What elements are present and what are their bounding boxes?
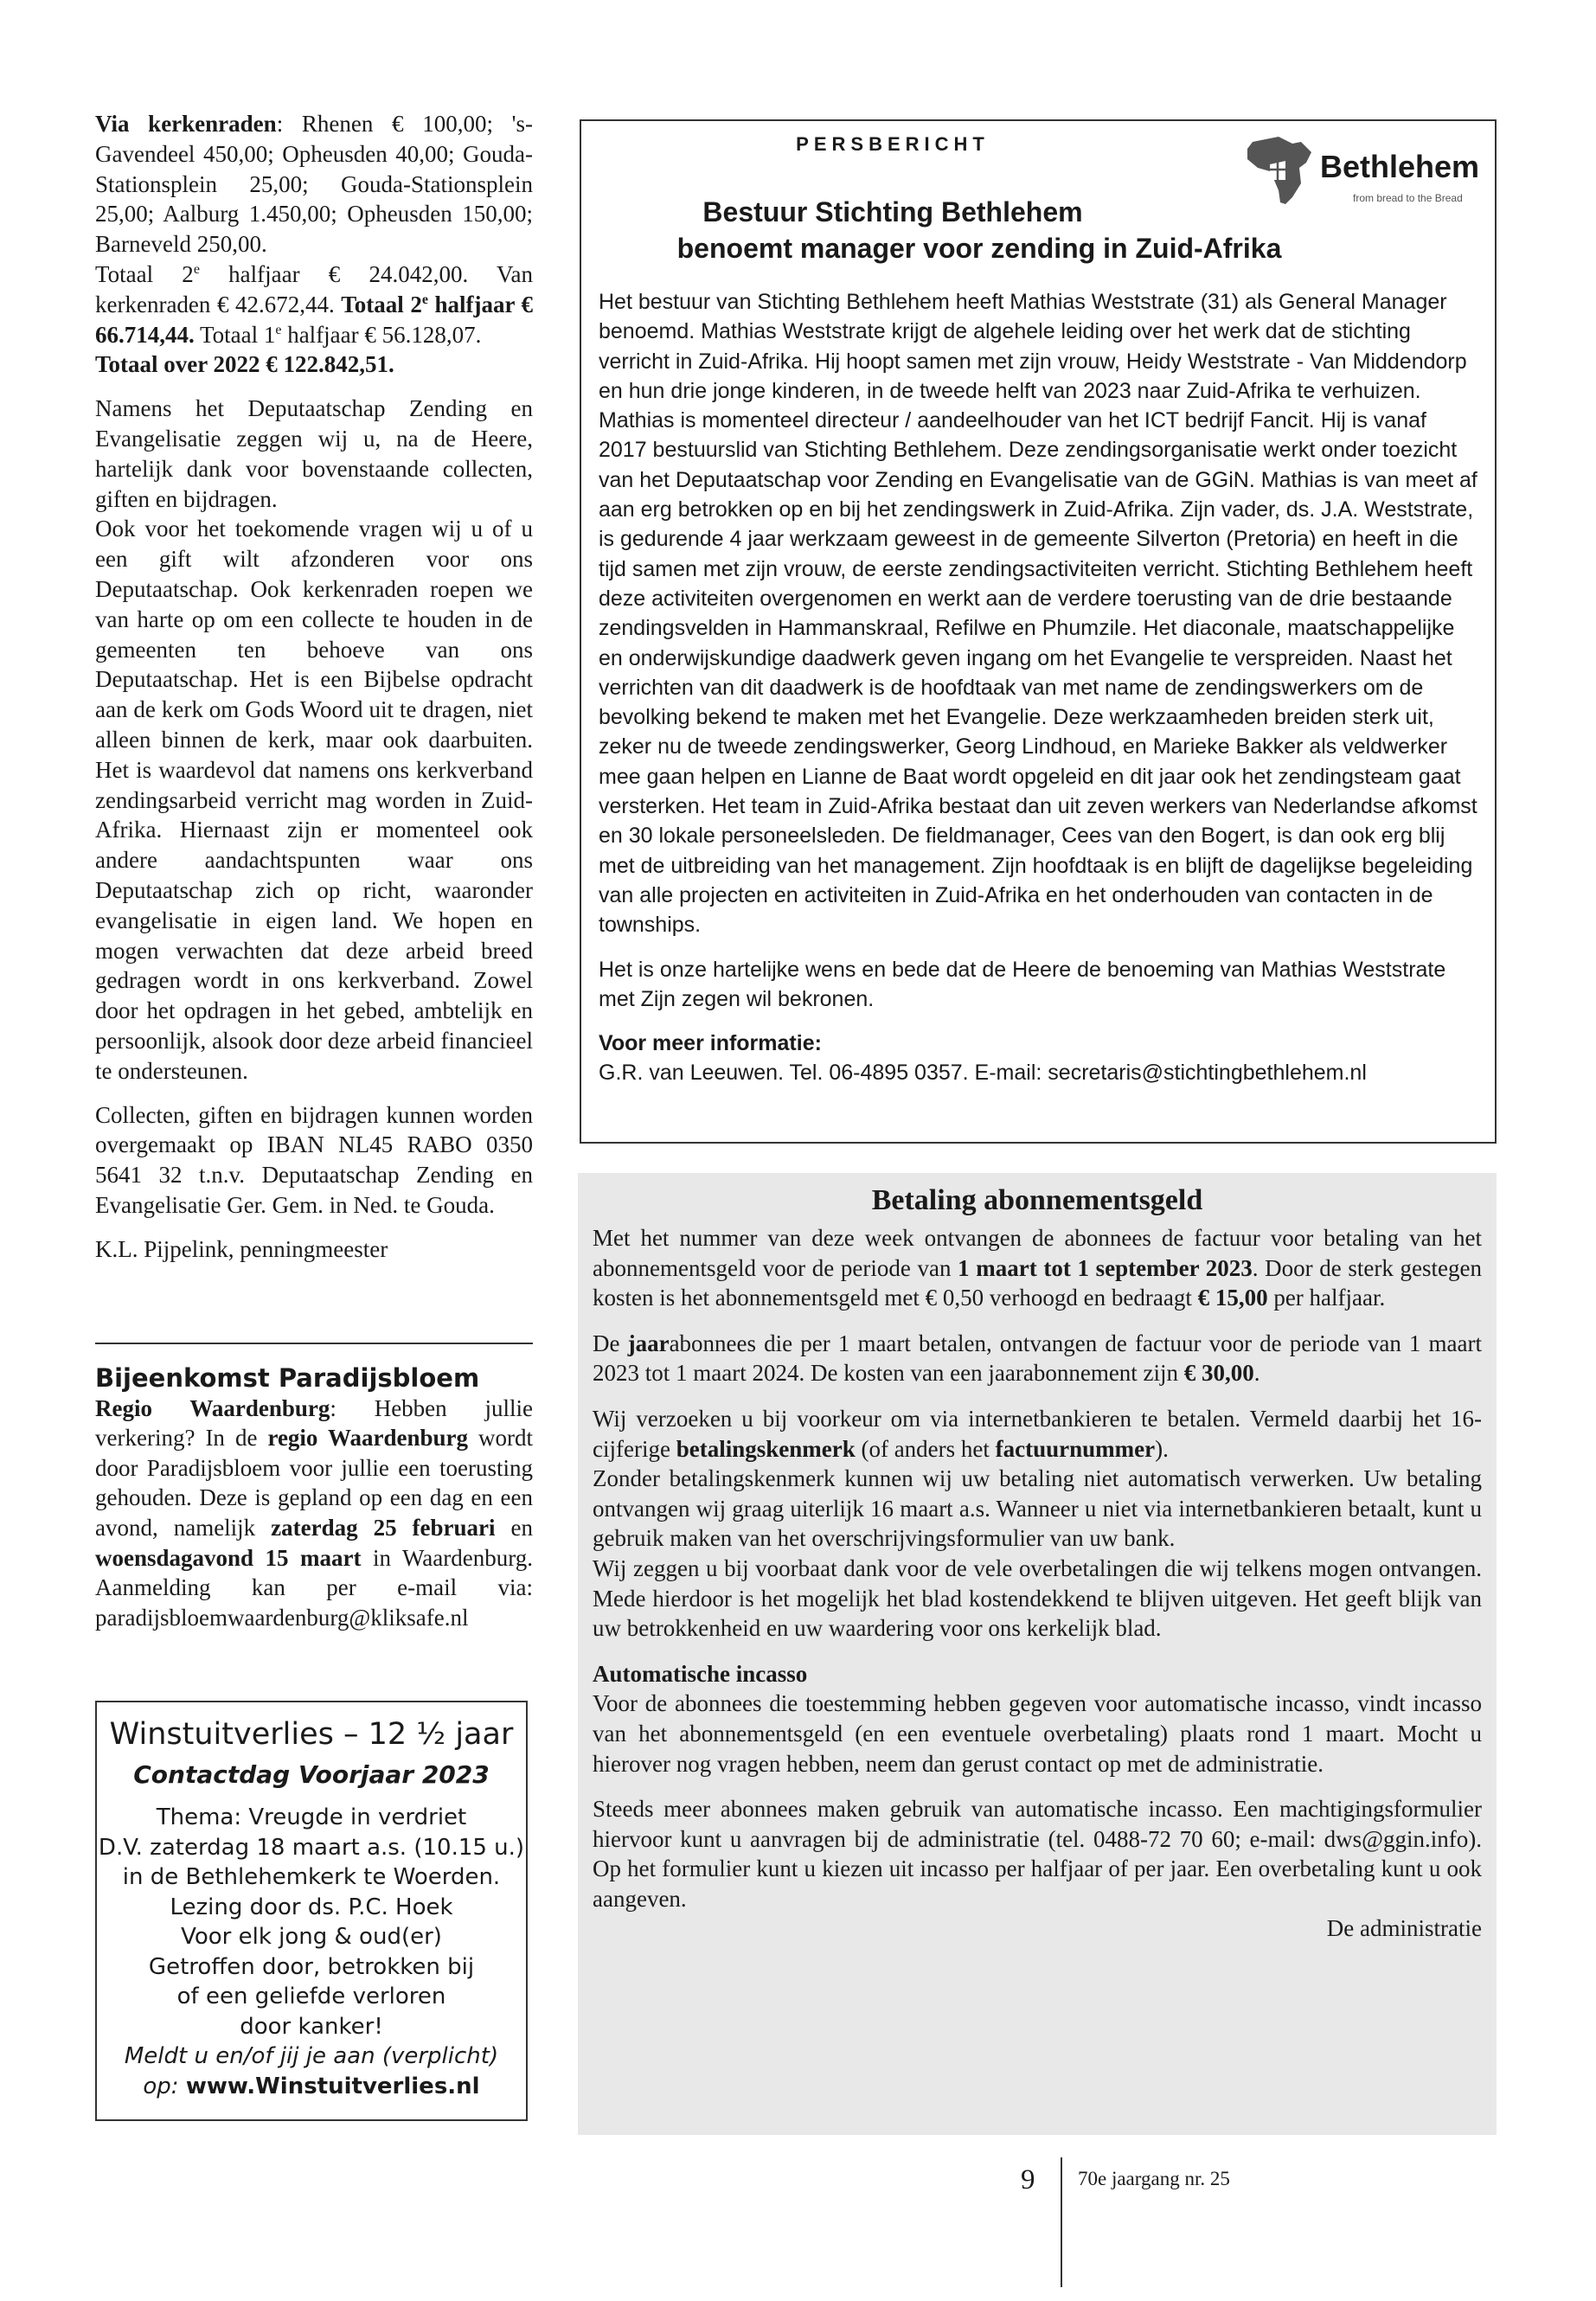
total-second-half: Totaal 2e halfjaar € 66.714,44. <box>95 291 533 348</box>
event-line: door kanker! <box>240 2013 383 2040</box>
event-line: Thema: Vreugde in verdriet <box>156 1804 467 1830</box>
bijeenkomst-section <box>95 1363 533 1632</box>
payment-paragraph: Met het nummer van deze week ontvangen de abonnees de factuur voor betaling van het abonnementsgeld voor de periode van 1 maart tot 1 september 2023. Door de sterk gestegen kosten is het abonnementsgeld met € 0,50 verhoogd en bedraagt € 15,00 per halfjaar. <box>593 1225 1482 1311</box>
incasso-title: Automatische incasso <box>593 1660 808 1687</box>
press-release-title: Bestuur Stichting Bethlehem <box>702 196 1083 228</box>
left-column <box>95 109 533 1264</box>
thanks-paragraph: Namens het Deputaatschap Zending en Evangelisatie zeggen wij u, na de Heere, hartelijk dank voor bovenstaande collecten, giften en bijdragen. <box>95 395 533 512</box>
administration-signature: De administratie <box>1326 1915 1482 1942</box>
bijeenkomst-text: Regio Waardenburg: Hebben jullie verkering? In de regio Waardenburg wordt door Paradijsbloem voor jullie een toerusting gehouden. Deze is gepland op een dag en een avond, namelijk zaterdag 25 februari en woensdagavond 15 maart in Waardenburg. Aanmelding kan per e-mail via: paradijsbloemwaardenburg@kliksafe.nl <box>95 1394 534 1631</box>
page-number: 9 <box>1021 2164 1035 2195</box>
volume-info: 70e jaargang nr. 25 <box>1078 2168 1230 2189</box>
bethlehem-logo <box>1240 133 1483 211</box>
event-line: Voor elk jong & oud(er) <box>181 1924 442 1950</box>
info-label: Voor meer informatie: <box>599 1031 822 1056</box>
registration-website-line: op: www.Winstuitverlies.nl <box>143 2073 480 2099</box>
contact-info: G.R. van Leeuwen. Tel. 06-4895 0357. E-mail: secretaris@stichtingbethlehem.nl <box>599 1061 1367 1086</box>
winstuitverlies-box <box>95 1701 528 2121</box>
thanks-paragraph: Wij zeggen u bij voorbaat dank voor de vele overbetalingen die wij telkens mogen ontvangen. Mede hierdoor is het mogelijk het blad kostendekkend te blijven uitgeven. Het geeft blijk van uw betrokkenheid en uw waardering voor ons kerkelijk blad. <box>593 1554 1482 1642</box>
treasurer-signature: K.L. Pijpelink, penningmeester <box>95 1235 388 1262</box>
press-release-paragraph: Het bestuur van Stichting Bethlehem heeft Mathias Weststrate (31) als General Manager benoemd. Mathias Weststrate krijgt de algehele leiding over het werk dat de stichting verricht in Zuid-Afrika. Hij hoopt samen met zijn vrouw, Heidy Weststrate - Van Middendorp en hun drie jonge kinderen, in de tweede helft van 2023 naar Zuid-Afrika te verhuizen. Mathias is momenteel directeur / aandeelhouder van het ICT bedrijf Fancit. Hij is vanaf 2017 bestuurslid van Stichting Bethlehem. Deze zendingsorganisatie werkt onder toezicht van het Deputaatschap voor Zending en Evangelisatie van de GGiN. Mathias is van meet af aan erg betrokken op en bij het zendingswerk in Zuid-Afrika. Zijn vader, ds. J.A. Weststrate, is gedurende 4 jaar werkzaam geweest in de gemeente Silverton (Pretoria) en heeft in die tijd samen met zijn vrouw, de eerste zendingsactiviteiten verricht. Stichting Bethlehem heeft deze activiteiten overgenomen en werkt aan de verdere toerusting van de drie bestaande zendingsvelden in Hammanskraal, Refilwe en Phumzile. Het diaconale, maatschappelijke en onderwijskundige daadwerk geven ingang om het Evangelie te verspreiden. Naast het verrichten van dit daadwerk is de hoofdtaak van met name de zendingswerkers om de bevolking bekend te maken met het Evangelie. Deze werkzaamheden breiden sterk uit, zeker nu de tweede zendingswerker, Georg Lindhoud, en Marieke Bakker als veldwerker mee gaan helpen en Lianne de Baat wordt opgeleid en dit jaar ook het zendingsteam gaat versterken. Het team in Zuid-Afrika bestaat dan uit zeven werkers van Nederlandse afkomst en 30 lokale personeelsleden. De fieldmanager, Cees van den Bogert, is dan ook erg blij met de uitbreiding van het management. Zijn hoofdtaak is en blijft de dagelijkse begeleiding van alle projecten en activiteiten in Zuid-Afrika en het onderhouden van contacten in de townships. <box>599 290 1477 938</box>
iban-paragraph: Collecten, giften en bijdragen kunnen worden overgemaakt op IBAN NL45 RABO 0350 5641 32 t.n.v. Deputaatschap Zending en Evangelisatie Ger. Gem. in Ned. te Gouda. <box>95 1101 533 1218</box>
event-line: D.V. zaterdag 18 maart a.s. (10.15 u.) <box>98 1834 525 1861</box>
winstuitverlies-subtitle: Contactdag Voorjaar 2023 <box>133 1760 490 1789</box>
reference-paragraph: Wij verzoeken u bij voorkeur om via internetbankieren te betalen. Vermeld daarbij het 16-cijferige betalingskenmerk (of anders het factuurnummer). <box>593 1405 1482 1462</box>
bijeenkomst-title: Bijeenkomst Paradijsbloem <box>95 1363 480 1393</box>
payment-title: Betaling abonnementsgeld <box>871 1184 1203 1216</box>
mandate-paragraph: Steeds meer abonnees maken gebruik van automatische incasso. Een machtigingsformulier hiervoor kunt u aanvragen bij de administratie (tel. 0488-72 70 60; e-mail: dws@ggin.info). Op het formulier kunt u kiezen uit incasso per halfjaar of per jaar. Een overbetaling kunt u ook aangeven. <box>593 1796 1482 1912</box>
kerkenraden-lead: Via kerkenraden <box>95 111 277 137</box>
event-line: of een geliefde verloren <box>176 1984 446 2009</box>
event-line: Lezing door ds. P.C. Hoek <box>170 1894 453 1920</box>
processing-paragraph: Zonder betalingskenmerk kunnen wij uw betaling niet automatisch verwerken. Uw betaling ontvangen wij graag uiterlijk 16 maart a.s. Wanneer u niet via internetbankieren betaalt, kunt u gebruik maken van het overschrijvingsformulier van uw bank. <box>593 1465 1482 1552</box>
payment-section <box>578 1173 1497 2135</box>
winstuitverlies-title: Winstuitverlies – 12 ½ jaar <box>109 1717 514 1752</box>
appeal-paragraph: Ook voor het toekomende vragen wij u of u een gift wilt afzonderen voor ons Deputaatschap. Ook kerkenraden roepen we van harte op om een collecte te houden in de gemeenten ten behoeve van ons Deputaatschap. Het is een Bijbelse opdracht aan de kerk om Gods Woord uit te dragen, niet alleen binnen de kerk, maar ook daarbuiten. Het is waardevol dat namens ons kerkverband zendingsarbeid verricht mag worden in Zuid-Afrika. Hiernaast zijn er momenteel ook andere aandachtspunten waar ons Deputaatschap zich op richt, waaronder evangelisatie in eigen land. We hopen en mogen verwachten dat deze arbeid breed gedragen wordt in ons kerkverband. Zowel door het opdragen in het gebed, ambtelijk en persoonlijk, alsook door deze arbeid financieel te ondersteunen. <box>95 516 533 1084</box>
section-divider <box>95 1343 533 1344</box>
registration-note: Meldt u en/of jij je aan (verplicht) <box>124 2043 499 2069</box>
footer-divider <box>1061 2157 1062 2287</box>
kerkenraden-paragraph: Via kerkenraden: Rhenen € 100,00; 's-Gavendeel 450,00; Opheusden 40,00; Gouda-Stationsplein 25,00; Gouda-Stationsplein 25,00; Aalburg 1.450,00; Opheusden 150,00; Barneveld 250,00. Totaal 2e halfjaar € 24.042,00. Van kerkenraden € 42.672,44. Totaal 2e halfjaar € 66.714,44. Totaal 1e halfjaar € 56.128,07. Totaal over 2022 € 122.842,51. <box>95 111 534 378</box>
press-release-box <box>580 119 1497 1144</box>
press-release-body <box>599 287 1479 1088</box>
event-line: in de Bethlehemkerk te Woerden. <box>122 1864 501 1890</box>
event-line: Getroffen door, betrokken bij <box>148 1953 475 1980</box>
africa-map-icon <box>1240 133 1318 208</box>
yearly-paragraph: De jaarabonnees die per 1 maart betalen, ontvangen de factuur voor de periode van 1 maart 2023 tot 1 maart 2024. De kosten van een jaarabonnement zijn € 30,00. <box>593 1330 1482 1387</box>
press-release-subtitle: benoemt manager voor zending in Zuid-Afrika <box>676 233 1282 264</box>
incasso-paragraph: Voor de abonnees die toestemming hebben gegeven voor automatische incasso, vindt incasso van het abonnementsgeld (en een eventuele overbetaling) plaats rond 1 maart. Mocht u hierover nog vragen hebben, neem dan gerust contact op met de administratie. <box>593 1690 1482 1777</box>
website-link[interactable]: www.Winstuitverlies.nl <box>185 2073 480 2099</box>
press-release-label: PERSBERICHT <box>796 133 990 155</box>
press-release-closing: Het is onze hartelijke wens en bede dat de Heere de benoeming van Mathias Weststrate met Zijn zegen wil bekronen. <box>599 957 1446 1011</box>
logo-tagline: from bread to the Bread <box>1353 192 1463 204</box>
total-2022: Totaal over 2022 € 122.842,51. <box>95 351 394 378</box>
logo-name: Bethlehem <box>1320 149 1480 184</box>
